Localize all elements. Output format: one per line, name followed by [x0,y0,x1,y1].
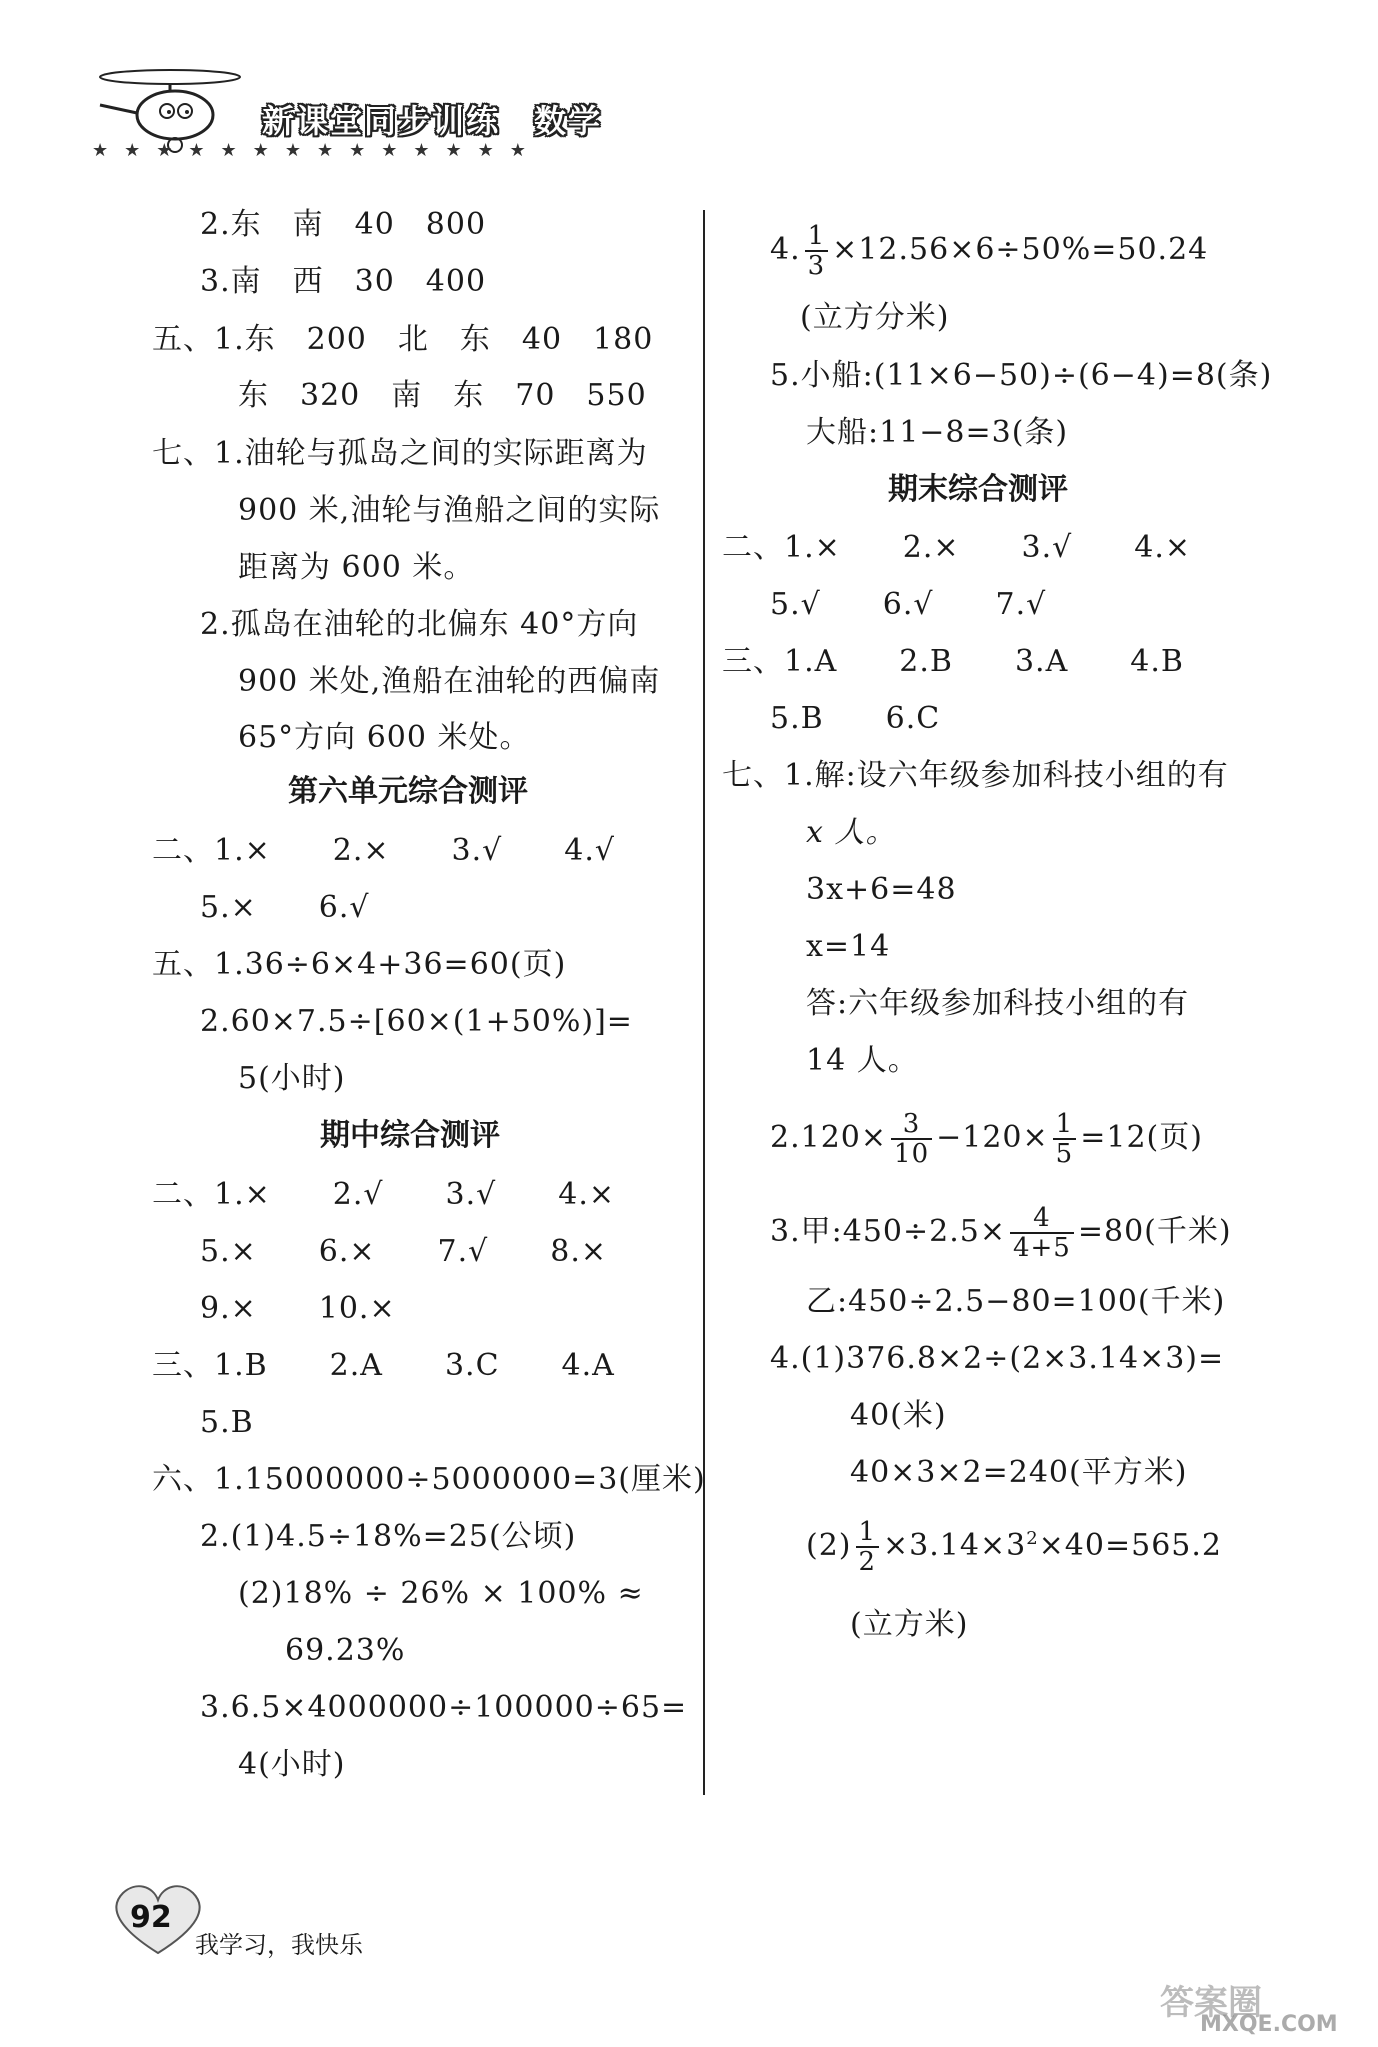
answer-line: 5.× 6.× 7.√ 8.× [200,1234,608,1269]
answer-line: 5.√ 6.√ 7.√ [770,587,1047,622]
line-text: 2.120× [770,1120,888,1155]
answer-line: 2.孤岛在油轮的北偏东 40°方向 [200,607,639,642]
answer-line: 七、1.解:设六年级参加科技小组的有 [722,758,1229,793]
line-text: (2) [806,1528,852,1563]
answer-line: 七、1.油轮与孤岛之间的实际距离为 [152,436,648,471]
page-number: 92 [130,1900,172,1935]
answer-line: (立方米) [850,1607,969,1642]
watermark-logo: 答案圈 [1160,1983,1262,2023]
denominator: 5 [1055,1139,1074,1169]
answer-line [770,1110,1203,1168]
line-text: ×40=565.2 [1038,1528,1223,1563]
denominator: 3 [807,251,826,281]
answer-line: 4.(1)376.8×2÷(2×3.14×3)= [770,1341,1225,1376]
answer-line [770,1204,1232,1262]
answer-line: 三、1.A 2.B 3.A 4.B [722,644,1184,679]
answer-line: 40(米) [850,1398,947,1433]
fraction [1053,1110,1077,1168]
answer-line: 2.(1)4.5÷18%=25(公顷) [200,1519,577,1554]
answer-line: 二、1.× 2.× 3.√ 4.√ [152,833,615,868]
answer-line: 40×3×2=240(平方米) [850,1455,1188,1490]
line-text: 4. [770,232,801,267]
answer-line: 答:六年级参加科技小组的有 [806,986,1190,1021]
answer-line: 3.南 西 30 400 [200,264,487,299]
answer-line: 3.6.5×4000000÷100000÷65= [200,1690,688,1725]
answer-line: 距离为 600 米。 [238,550,475,585]
section-heading: 期中综合测评 [320,1118,500,1153]
answer-line: 65°方向 600 米处。 [238,720,531,755]
answer-line: x 人。 [806,815,897,850]
answer-line: (立方分米) [800,300,950,335]
answer-line: 东 320 南 东 70 550 [238,378,647,413]
denominator: 10 [894,1139,930,1169]
answer-line: 2.东 南 40 800 [200,207,487,242]
denominator: 2 [858,1547,877,1577]
numerator: 3 [891,1110,932,1140]
answer-line: 二、1.× 2.√ 3.√ 4.× [152,1177,615,1212]
answer-line: 14 人。 [806,1043,919,1078]
fraction [891,1110,932,1168]
fraction [805,222,829,280]
line-text: ×12.56×6÷50%=50.24 [832,232,1209,267]
answer-line: 5.B [200,1405,254,1440]
answer-line: 69.23% [285,1633,406,1668]
answer-line: 三、1.B 2.A 3.C 4.A [152,1348,615,1383]
answer-line: 5.B 6.C [770,701,941,736]
answer-line: 五、1.36÷6×4+36=60(页) [152,947,567,982]
watermark-url: MXQE.COM [1200,2012,1338,2037]
exponent: 2 [1026,1528,1039,1549]
numerator: 4 [1010,1204,1074,1234]
numerator: 1 [1053,1110,1077,1140]
answer-line [770,222,1208,280]
line-text: 3.甲:450÷2.5× [770,1214,1006,1249]
answer-line: 900 米处,渔船在油轮的西偏南 [238,664,661,699]
line-text: −120× [936,1120,1049,1155]
numerator: 1 [856,1518,880,1548]
answer-line: (2)18% ÷ 26% × 100% ≈ [238,1576,644,1611]
line-text: ×3.14×3 [883,1528,1027,1563]
section-heading: 期末综合测评 [888,472,1068,507]
answer-line: 六、1.15000000÷5000000=3(厘米) [152,1462,706,1497]
denominator: 4+5 [1012,1233,1071,1263]
answer-line: 二、1.× 2.× 3.√ 4.× [722,530,1192,565]
footer-slogan: 我学习，我快乐 [195,1931,363,1959]
answer-line: 3x+6=48 [806,872,957,907]
answer-line: 5(小时) [238,1061,346,1096]
answer-line: 5.小船:(11×6−50)÷(6−4)=8(条) [770,358,1273,393]
line-text: =12(页) [1080,1120,1203,1155]
answer-line: 2.60×7.5÷[60×(1+50%)]= [200,1004,633,1039]
section-heading: 第六单元综合测评 [288,774,528,809]
answer-line: 5.× 6.√ [200,890,370,925]
answer-line: 乙:450÷2.5−80=100(千米) [806,1284,1226,1319]
fraction [856,1518,880,1576]
answer-line: 9.× 10.× [200,1291,396,1326]
answer-line: 4(小时) [238,1747,346,1782]
answer-line: 900 米,油轮与渔船之间的实际 [238,493,661,528]
numerator: 1 [805,222,829,252]
line-text: =80(千米) [1077,1214,1232,1249]
answer-line [806,1518,1222,1576]
column-divider [703,210,705,1795]
answer-line: 大船:11−8=3(条) [806,415,1069,450]
fraction [1010,1204,1074,1262]
header-title: 新课堂同步训练 数学 [262,102,603,140]
answer-line: 五、1.东 200 北 东 40 180 [152,322,654,357]
answer-line: x=14 [806,929,891,964]
header-stars: ★★★★★★★★★★★★★★ [92,140,542,161]
